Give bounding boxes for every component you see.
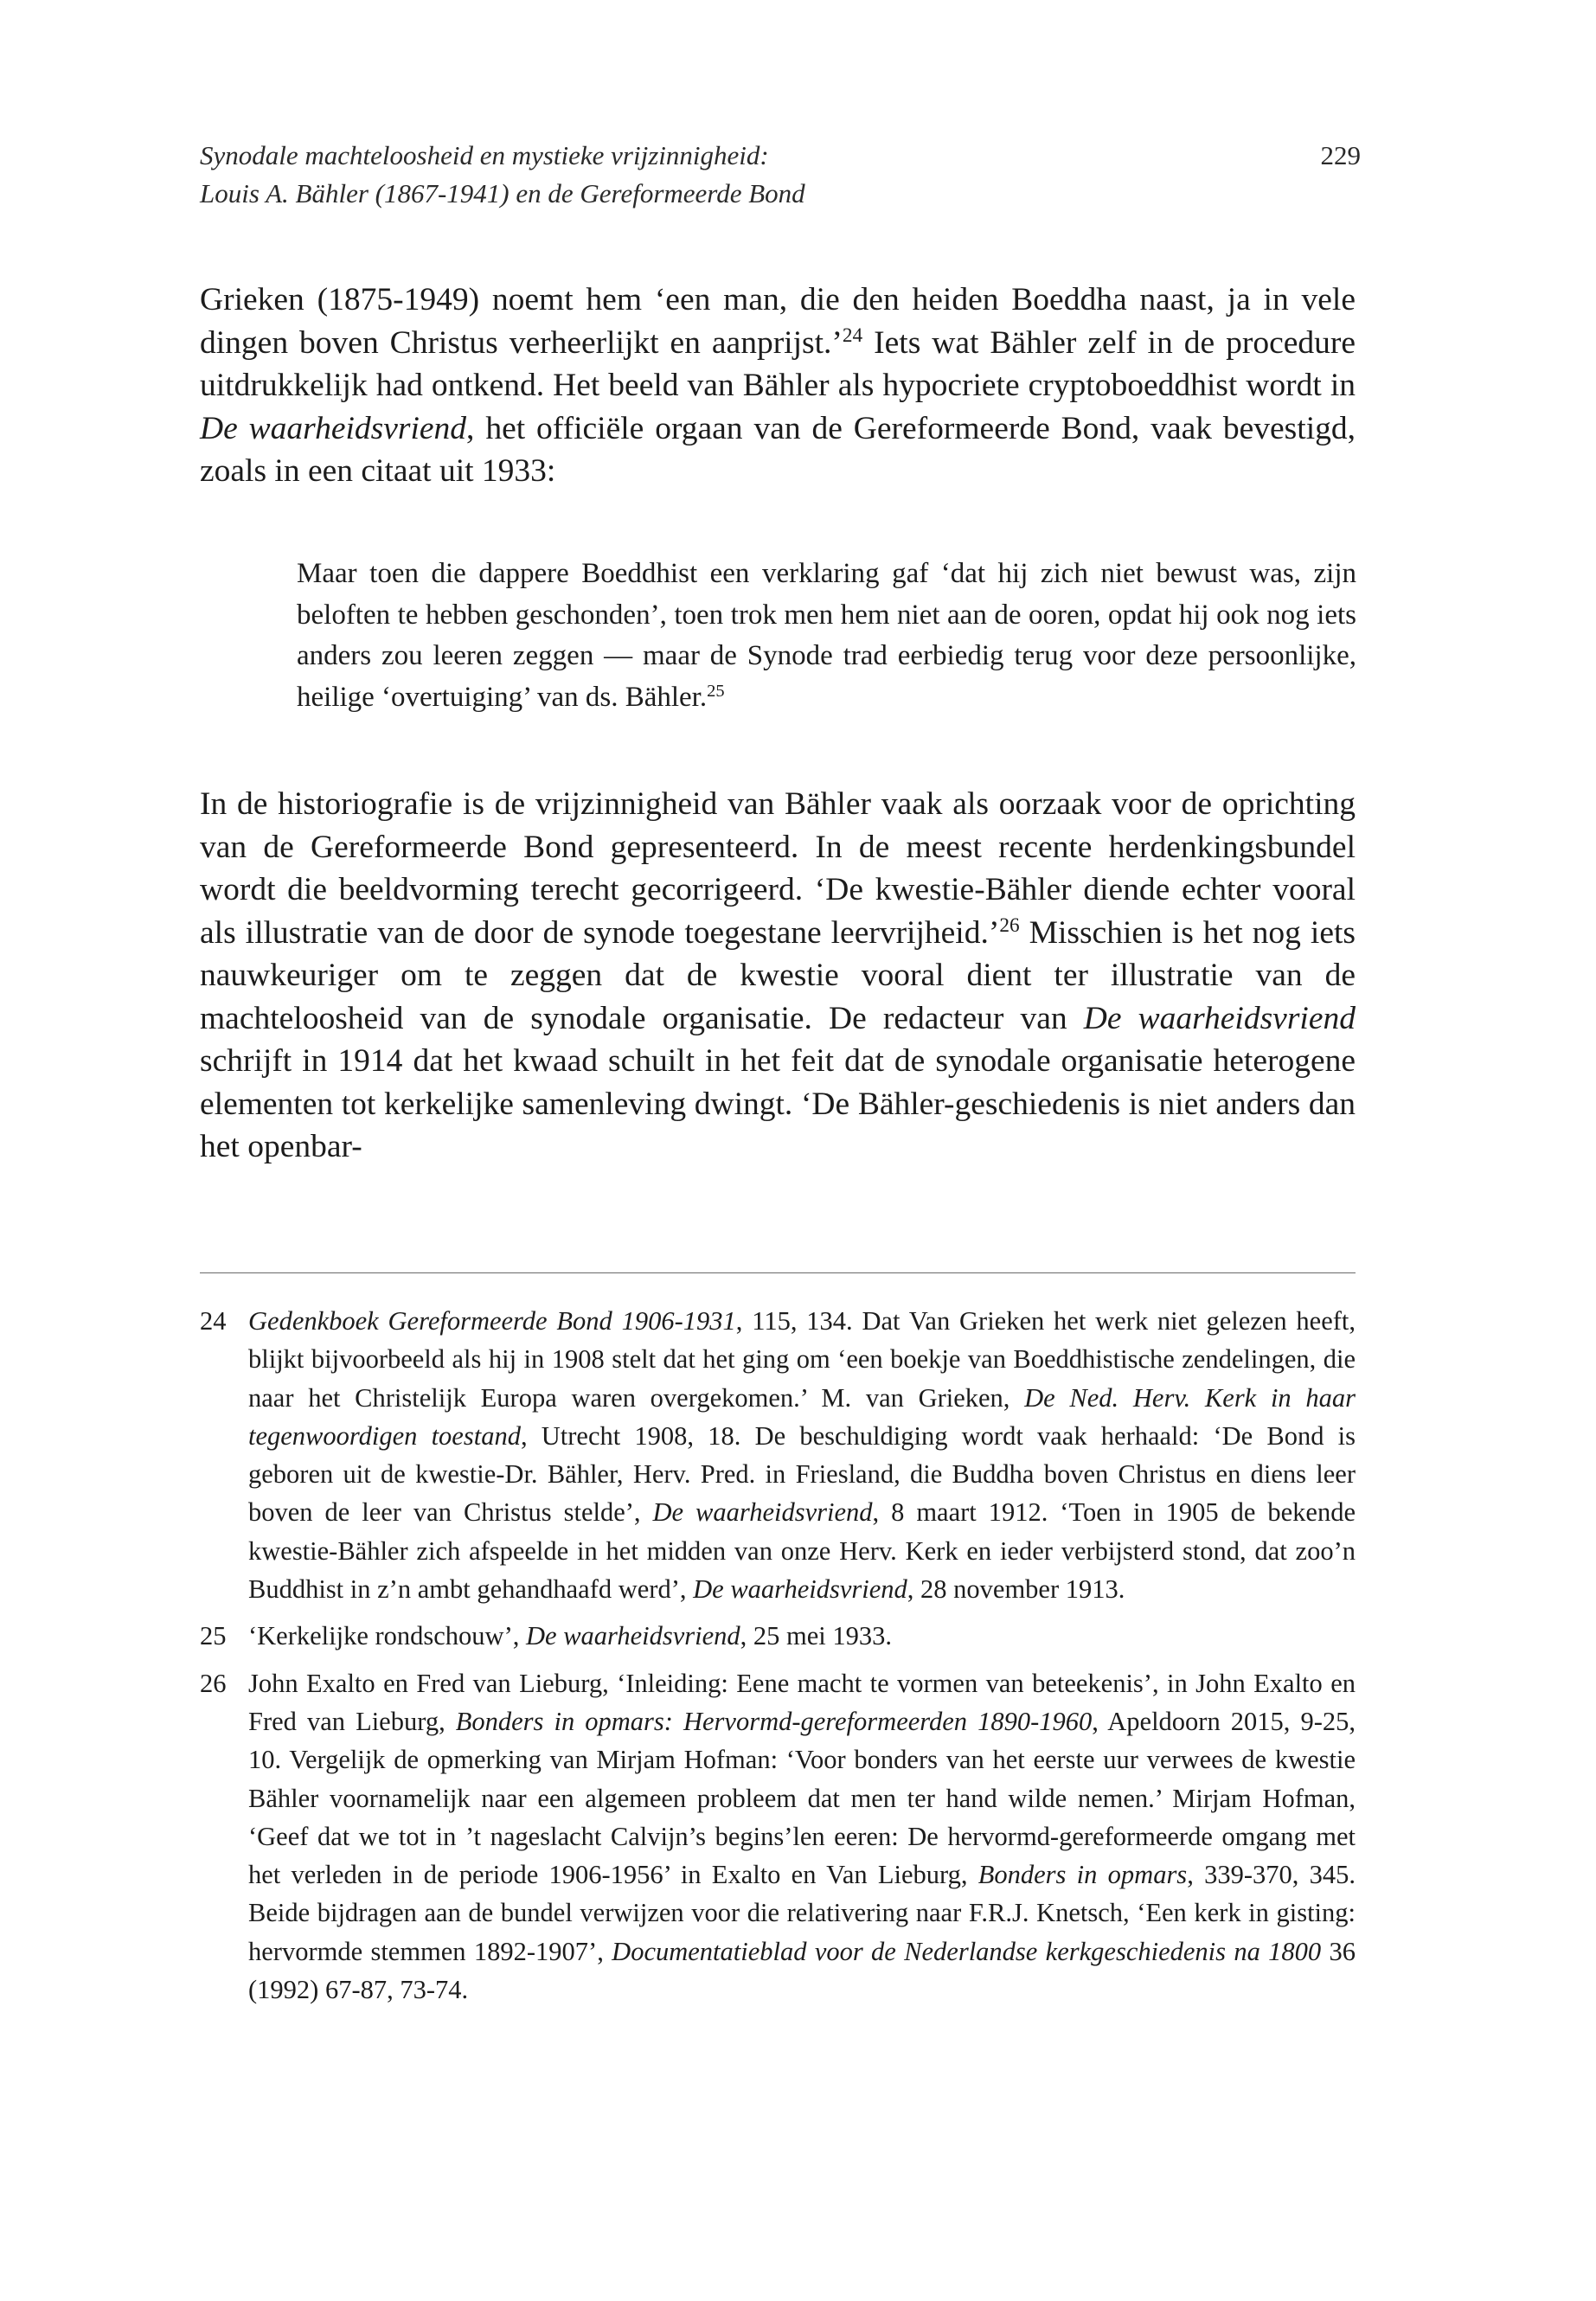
page-number: 229 [1320,140,1361,170]
footnote-text: , 28 november 1913. [907,1574,1125,1605]
paragraph-text: , het officiële orgaan van de Gereformeerde Bond, vaak bevestigd, zoals in een citaat uit 1933: [200,410,1356,489]
footnote-text: , 339-370, 345. Beide bijdragen aan de bundel verwijzen voor die relativering naar F.R.J. Knetsch, ‘Een kerk in gisting: hervormde stemmen 1892-1907’, [248,1860,1356,1966]
footnote-ref-24: 24 [842,324,863,347]
running-head [200,137,1356,213]
running-head-title-line-2: Louis A. Bähler (1867-1941) en de Gereformeerde Bond [200,178,805,208]
footnote-text: , Apeldoorn 2015, 9-25, 10. Vergelijk de opmerking van Mirjam Hofman: ‘Voor bonders van het eerste uur verwees de kwestie Bähler voornamelijk naar een algemeen probleem dat men ter hand wilde nemen.’ Mirjam Hofman, ‘Geef dat we tot in ’t nageslacht Calvijn’s begins’len eeren: De hervormd-gereformeerde omgang met het verleden in de periode 1906-1956’ in Exalto en Van Lieburg, [248,1706,1356,1890]
journal-title: De waarheidsvriend [693,1574,907,1605]
footnote-ref-26: 26 [999,913,1020,937]
block-quote [297,554,1356,718]
paragraph-text: Iets wat Bähler zelf in de procedure uitdrukkelijk had ontkend. Het beeld van Bähler als hypocriete cryptoboeddhist wordt in [200,324,1356,403]
footnote-text: , 115, 134. Dat Van Grieken het werk niet gelezen heeft, blijkt bijvoorbeeld als hij in 1908 stelt dat het ging om ‘een boekje van Boeddhistische zendelingen, die naar het Christelijk Europa waren overgekomen.’ M. van Grieken, [248,1306,1356,1413]
footnote-text: ‘Kerkelijke rondschouw’, [248,1621,526,1651]
paragraph-text: Grieken (1875-1949) noemt hem ‘een man, die den heiden Boeddha naast, ja in vele dingen boven Christus verheerlijkt en aanprijst.’ [200,282,1356,361]
footnote-text: , 25 mei 1933. [740,1621,893,1651]
running-head-title-line-1: Synodale machteloosheid en mystieke vrijzinnigheid: [200,140,769,170]
journal-title: De waarheidsvriend [526,1621,740,1651]
paragraph-text: schrijft in 1914 dat het kwaad schuilt in het feit dat de synodale organisatie heterogene elementen tot kerkelijke samenleving dwingt. ‘De Bähler-geschiedenis is niet anders dan het openbar- [200,1043,1356,1164]
book-title: Bonders in opmars [977,1860,1188,1890]
footnote-26 [200,1664,1356,2009]
footnote-number: 26 [200,1668,227,1698]
book-title: Bonders in opmars: Hervormd-gereformeerden 1890-1960 [455,1706,1093,1736]
footnote-text: John Exalto en Fred van Lieburg, ‘Inleiding: Eene macht te vormen van beteekenis’, in John Exalto en Fred van Lieburg, [248,1668,1356,1736]
footnote-number: 24 [200,1306,227,1336]
footnotes-list [200,1302,1356,2017]
paragraph-text: In de historiografie is de vrijzinnigheid van Bähler vaak als oorzaak voor de oprichting van de Gereformeerde Bond gepresenteerd. In de meest recente herdenkingsbundel wordt die beeldvorming terecht gecorrigeerd. ‘De kwestie-Bähler diende echter vooral als illustratie van de door de synode toegestane leervrijheid.’ [200,786,1356,951]
book-title: De Ned. Herv. Kerk in haar tegenwoordigen toestand [248,1382,1356,1451]
footnote-number: 25 [200,1621,227,1651]
footnote-ref-25: 25 [707,681,725,701]
journal-title: De waarheidsvriend [652,1497,873,1528]
quote-text: Maar toen die dappere Boeddhist een verklaring gaf ‘dat hij zich niet bewust was, zijn beloften te hebben geschonden’, toen trok men hem niet aan de ooren, opdat hij ook nog iets anders zou leeren zeggen — maar de Synode trad eerbiedig terug voor deze persoonlijke, heilige ‘overtuiging’ van ds. Bähler. [297,558,1356,713]
journal-title: De waarheidsvriend [1083,1000,1356,1036]
footnote-divider [200,1272,1356,1273]
journal-title: De waarheidsvriend [200,410,467,446]
body-paragraph-1 [200,279,1356,493]
footnote-text: 36 (1992) 67-87, 73-74. [248,1936,1356,2005]
paragraph-text: Misschien is het nog iets nauwkeuriger om te zeggen dat de kwestie vooral dient ter illustratie van de machteloosheid van de synodale organisatie. De redacteur van [200,914,1356,1036]
book-title: Gedenkboek Gereformeerde Bond 1906-1931 [248,1306,736,1336]
footnote-25 [200,1617,1356,1655]
body-paragraph-2 [200,783,1356,1169]
journal-title: Documentatieblad voor de Nederlandse kerkgeschiedenis na 1800 [612,1936,1322,1966]
footnote-text: , Utrecht 1908, 18. De beschuldiging wordt vaak herhaald: ‘De Bond is geboren uit de kwestie-Dr. Bähler, Herv. Pred. in Friesland, die Buddha boven Christus en diens leer boven de leer van Christus stelde’, [248,1420,1356,1528]
footnote-24 [200,1302,1356,1608]
footnote-text: , 8 maart 1912. ‘Toen in 1905 de bekende kwestie-Bähler zich afspeelde in het midden van onze Herv. Kerk en ieder verbijsterd stond, dat zoo’n Buddhist in z’n ambt gehandhaafd werd’, [248,1497,1356,1605]
